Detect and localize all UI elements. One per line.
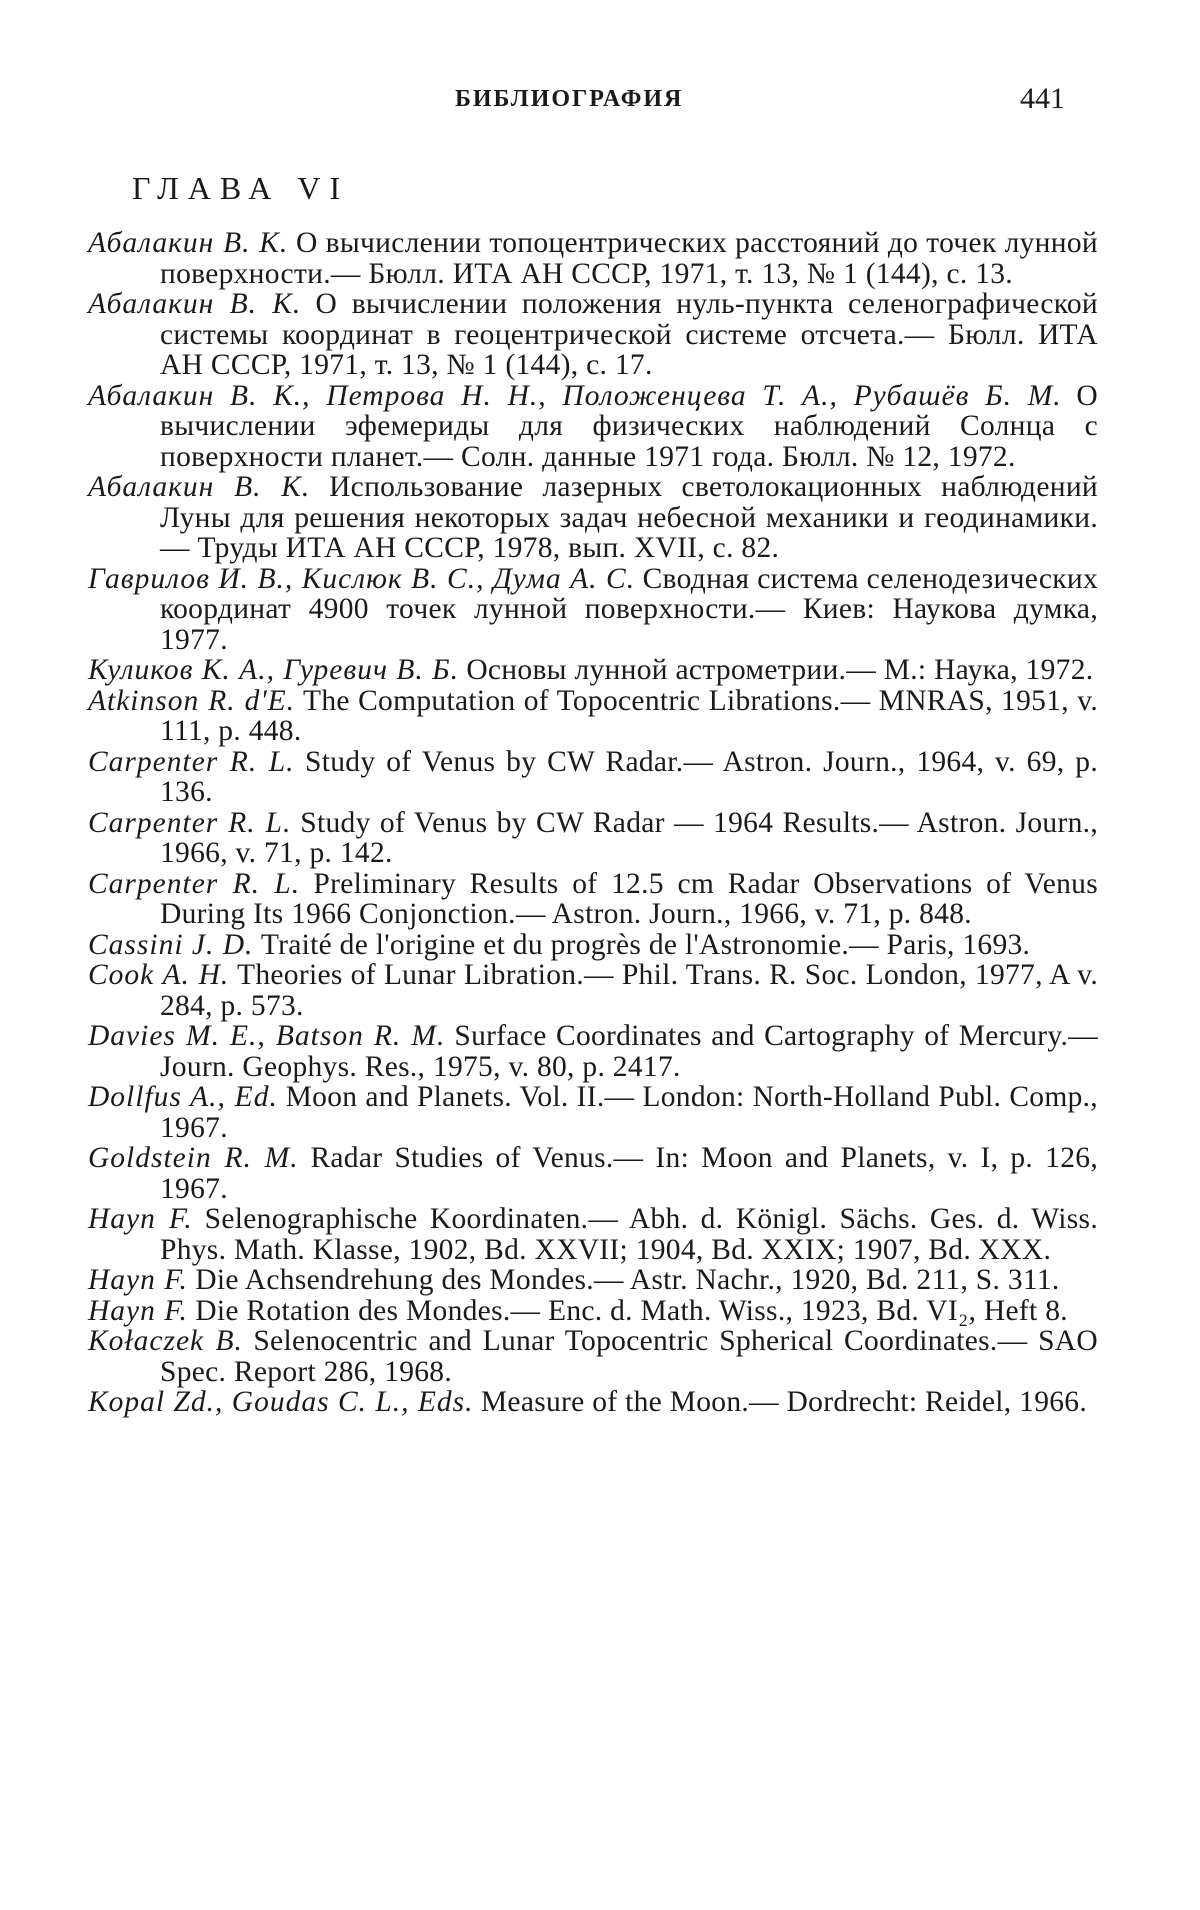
entry-author: Goldstein R. M. xyxy=(88,1142,299,1174)
entry-text: Die Achsendrehung des Mondes.— Astr. Nachr., 1920, Bd. 211, S. 311. xyxy=(195,1264,1060,1296)
bibliography-entry xyxy=(88,1021,1098,1082)
bibliography-entry xyxy=(88,930,1098,961)
entry-text: Сводная система селенодезических координат 4900 точек лунной поверхности.— Киев: Наукова думка, 1977. xyxy=(160,562,1098,656)
entry-author: Абалакин В. К. xyxy=(88,288,302,320)
entry-text: Measure of the Moon.— Dordrecht: Reidel, 1966. xyxy=(480,1386,1088,1418)
bibliography-entry xyxy=(88,1204,1098,1265)
bibliography-entry xyxy=(88,960,1098,1021)
entry-text: Traité de l'origine et du progrès de l'Astronomie.— Paris, 1693. xyxy=(260,928,1031,961)
entry-author: Hayn F. xyxy=(88,1203,193,1235)
running-head-title: БИБЛИОГРАФИЯ xyxy=(455,86,684,112)
bibliography-entry xyxy=(88,289,1098,381)
entry-text: Selenocentric and Lunar Topocentric Spherical Coordinates.— SAO Spec. Report 286, 1968. xyxy=(160,1325,1098,1388)
entry-author: Dollfus A., Ed. xyxy=(88,1081,278,1113)
entry-author: Гаврилов И. В., Кислюк В. С., Дума А. С. xyxy=(88,562,636,595)
entry-text: Study of Venus by CW Radar — 1964 Results.— Astron. Journ., 1966, v. 71, p. 142. xyxy=(160,806,1098,869)
entry-author: Абалакин В. К., Петрова Н. Н., Положенцева Т. А., Рубашёв Б. М. xyxy=(88,379,1062,412)
entry-author: Carpenter R. L. xyxy=(88,745,295,778)
entry-author: Atkinson R. d'E. xyxy=(88,684,296,717)
entry-author: Kopal Zd., Goudas C. L., Eds. xyxy=(88,1386,474,1418)
entry-author: Kołaczek B. xyxy=(88,1325,243,1357)
entry-text: Использование лазерных светолокационных наблюдений Луны для решения некоторых задач небесной механики и геодинамики.— Труды ИТА АН СССР, 1978, вып. XVII, с. 82. xyxy=(160,471,1098,564)
entry-author: Абалакин В. К. xyxy=(88,471,311,503)
entry-author: Куликов К. А., Гуревич В. Б. xyxy=(88,654,459,686)
bibliography-entry xyxy=(88,808,1098,869)
bibliography-entry xyxy=(88,381,1098,473)
entry-text: О вычислении эфемериды для физических наблюдений Солнца с поверхности планет.— Солн. данные 1971 года. Бюлл. № 12, 1972. xyxy=(160,379,1098,473)
entry-author: Абалакин В. К. xyxy=(88,227,289,259)
entry-text: Selenographische Koordinaten.— Abh. d. Königl. Sächs. Ges. d. Wiss. Phys. Math. Klasse, 1902, Bd. XXVII; 1904, Bd. XXIX; 1907, Bd. XXX. xyxy=(160,1203,1098,1266)
entry-author: Hayn F. xyxy=(88,1264,188,1296)
entry-author: Hayn F. xyxy=(88,1294,188,1327)
entry-author: Cook A. H. xyxy=(88,959,230,991)
entry-text: Surface Coordinates and Cartography of Mercury.— Journ. Geophys. Res., 1975, v. 80, p. 2417. xyxy=(160,1020,1098,1083)
entry-text: Radar Studies of Venus.— In: Moon and Planets, v. I, p. 126, 1967. xyxy=(160,1142,1099,1205)
page-number: 441 xyxy=(1020,82,1065,115)
bibliography-entry xyxy=(88,228,1098,289)
chapter-heading: ГЛАВА VI xyxy=(132,170,350,206)
running-head xyxy=(0,82,1200,122)
entry-author: Carpenter R. L. xyxy=(88,806,292,839)
bibliography-list xyxy=(88,228,1098,1418)
entry-text: Theories of Lunar Libration.— Phil. Trans. R. Soc. London, 1977, A v. 284, p. 573. xyxy=(160,959,1098,1022)
bibliography-entry xyxy=(88,1265,1098,1296)
bibliography-entry xyxy=(88,472,1098,564)
bibliography-entry xyxy=(88,747,1098,808)
entry-text: Die Rotation des Mondes.— Enc. d. Math. Wiss., 1923, Bd. VI₂, Heft 8. xyxy=(195,1294,1068,1327)
bibliography-entry xyxy=(88,686,1098,747)
bibliography-entry xyxy=(88,869,1098,930)
bibliography-entry xyxy=(88,1143,1098,1204)
entry-author: Davies M. E., Batson R. M. xyxy=(88,1020,446,1052)
bibliography-entry xyxy=(88,1082,1098,1143)
entry-text: Study of Venus by CW Radar.— Astron. Journ., 1964, v. 69, p. 136. xyxy=(160,745,1098,808)
entry-author: Cassini J. D. xyxy=(88,928,254,961)
bibliography-entry xyxy=(88,1326,1098,1387)
bibliography-entry xyxy=(88,1387,1098,1418)
bibliography-entry xyxy=(88,564,1098,656)
bibliography-entry xyxy=(88,655,1098,686)
entry-author: Carpenter R. L. xyxy=(88,867,301,900)
entry-text: Preliminary Results of 12.5 cm Radar Observations of Venus During Its 1966 Conjonction.— Astron. Journ., 1966, v. 71, p. 848. xyxy=(160,867,1099,930)
entry-text: The Computation of Topocentric Librations.— MNRAS, 1951, v. 111, p. 448. xyxy=(160,684,1099,747)
entry-text: Moon and Planets. Vol. II.— London: North-Holland Publ. Comp., 1967. xyxy=(160,1081,1098,1144)
entry-text: Основы лунной астрометрии.— М.: Наука, 1972. xyxy=(466,654,1094,686)
entry-text: О вычислении топоцентрических расстояний до точек лунной поверхности.— Бюлл. ИТА АН СССР, 1971, т. 13, № 1 (144), с. 13. xyxy=(160,227,1098,290)
bibliography-entry xyxy=(88,1296,1098,1327)
entry-text: О вычислении положения нуль-пункта селенографической системы координат в геоцентрической системе отсчета.— Бюлл. ИТА АН СССР, 1971, т. 13, № 1 (144), с. 17. xyxy=(160,288,1098,381)
